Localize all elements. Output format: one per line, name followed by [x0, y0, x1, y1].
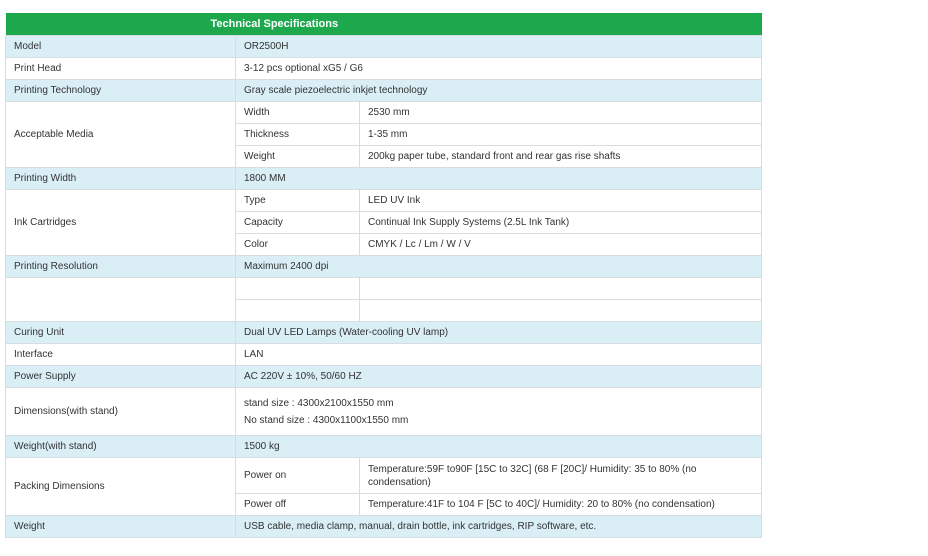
spec-value: OR2500H	[236, 36, 762, 58]
table-row	[6, 322, 762, 344]
table-row	[6, 168, 762, 190]
table-header-row	[6, 13, 762, 36]
spec-sublabel: Type	[236, 190, 360, 212]
spec-label: Print Head	[6, 58, 236, 80]
spec-label: Model	[6, 36, 236, 58]
spec-value: 1-35 mm	[360, 124, 762, 146]
spec-value: 3-12 pcs optional xG5 / G6	[236, 58, 762, 80]
spec-sublabel: Color	[236, 234, 360, 256]
spec-sublabel: Capacity	[236, 212, 360, 234]
spec-label: Printing Resolution	[6, 256, 236, 278]
spec-label: Curing Unit	[6, 322, 236, 344]
spec-value: Temperature:59F to90F [15C to 32C] (68 F [20C]/ Humidity: 35 to 80% (no condensation)	[360, 458, 762, 494]
spec-value: 200kg paper tube, standard front and rear gas rise shafts	[360, 146, 762, 168]
empty-cell	[360, 300, 762, 322]
spec-value: 1800 MM	[236, 168, 762, 190]
table-row	[6, 190, 762, 212]
spec-label: Packing Dimensions	[6, 458, 236, 516]
spec-label: Power Supply	[6, 366, 236, 388]
table-title	[6, 13, 762, 36]
table-row	[6, 516, 762, 538]
table-row	[6, 102, 762, 124]
spec-sublabel: Power on	[236, 458, 360, 494]
spec-label: Printing Width	[6, 168, 236, 190]
spec-value: Maximum 2400 dpi	[236, 256, 762, 278]
table-row	[6, 80, 762, 102]
spec-label: Weight(with stand)	[6, 436, 236, 458]
spec-sublabel: Thickness	[236, 124, 360, 146]
specs-table	[5, 13, 762, 538]
spec-label: Dimensions(with stand)	[6, 388, 236, 436]
table-row	[6, 388, 762, 436]
table-row	[6, 36, 762, 58]
spec-sublabel: Width	[236, 102, 360, 124]
spec-value: AC 220V ± 10%, 50/60 HZ	[236, 366, 762, 388]
spec-value: USB cable, media clamp, manual, drain bottle, ink cartridges, RIP software, etc.	[236, 516, 762, 538]
spec-label: Weight	[6, 516, 236, 538]
spec-value: Continual Ink Supply Systems (2.5L Ink Tank)	[360, 212, 762, 234]
spec-value-line: No stand size : 4300x1100x1550 mm	[244, 414, 409, 426]
spec-value: Temperature:41F to 104 F [5C to 40C]/ Humidity: 20 to 80% (no condensation)	[360, 494, 762, 516]
spec-sublabel: Power off	[236, 494, 360, 516]
spec-value: 2530 mm	[360, 102, 762, 124]
empty-cell	[6, 278, 236, 322]
spec-label: Printing Technology	[6, 80, 236, 102]
spec-value	[236, 388, 762, 436]
table-title-text: Technical Specifications	[210, 17, 339, 30]
table-row	[6, 436, 762, 458]
table-row	[6, 58, 762, 80]
spec-label: Ink Cartridges	[6, 190, 236, 256]
spec-label: Acceptable Media	[6, 102, 236, 168]
spec-value: 1500 kg	[236, 436, 762, 458]
spec-value: Dual UV LED Lamps (Water-cooling UV lamp)	[236, 322, 762, 344]
empty-cell	[236, 278, 360, 300]
spec-value: LED UV Ink	[360, 190, 762, 212]
table-row	[6, 344, 762, 366]
table-row	[6, 256, 762, 278]
spec-value: LAN	[236, 344, 762, 366]
spec-label: Interface	[6, 344, 236, 366]
table-row	[6, 366, 762, 388]
spec-value: CMYK / Lc / Lm / W / V	[360, 234, 762, 256]
empty-cell	[236, 300, 360, 322]
spec-value-line: stand size : 4300x2100x1550 mm	[244, 397, 394, 409]
spec-value: Gray scale piezoelectric inkjet technology	[236, 80, 762, 102]
table-row-empty	[6, 278, 762, 300]
table-row	[6, 458, 762, 494]
spec-sublabel: Weight	[236, 146, 360, 168]
empty-cell	[360, 278, 762, 300]
